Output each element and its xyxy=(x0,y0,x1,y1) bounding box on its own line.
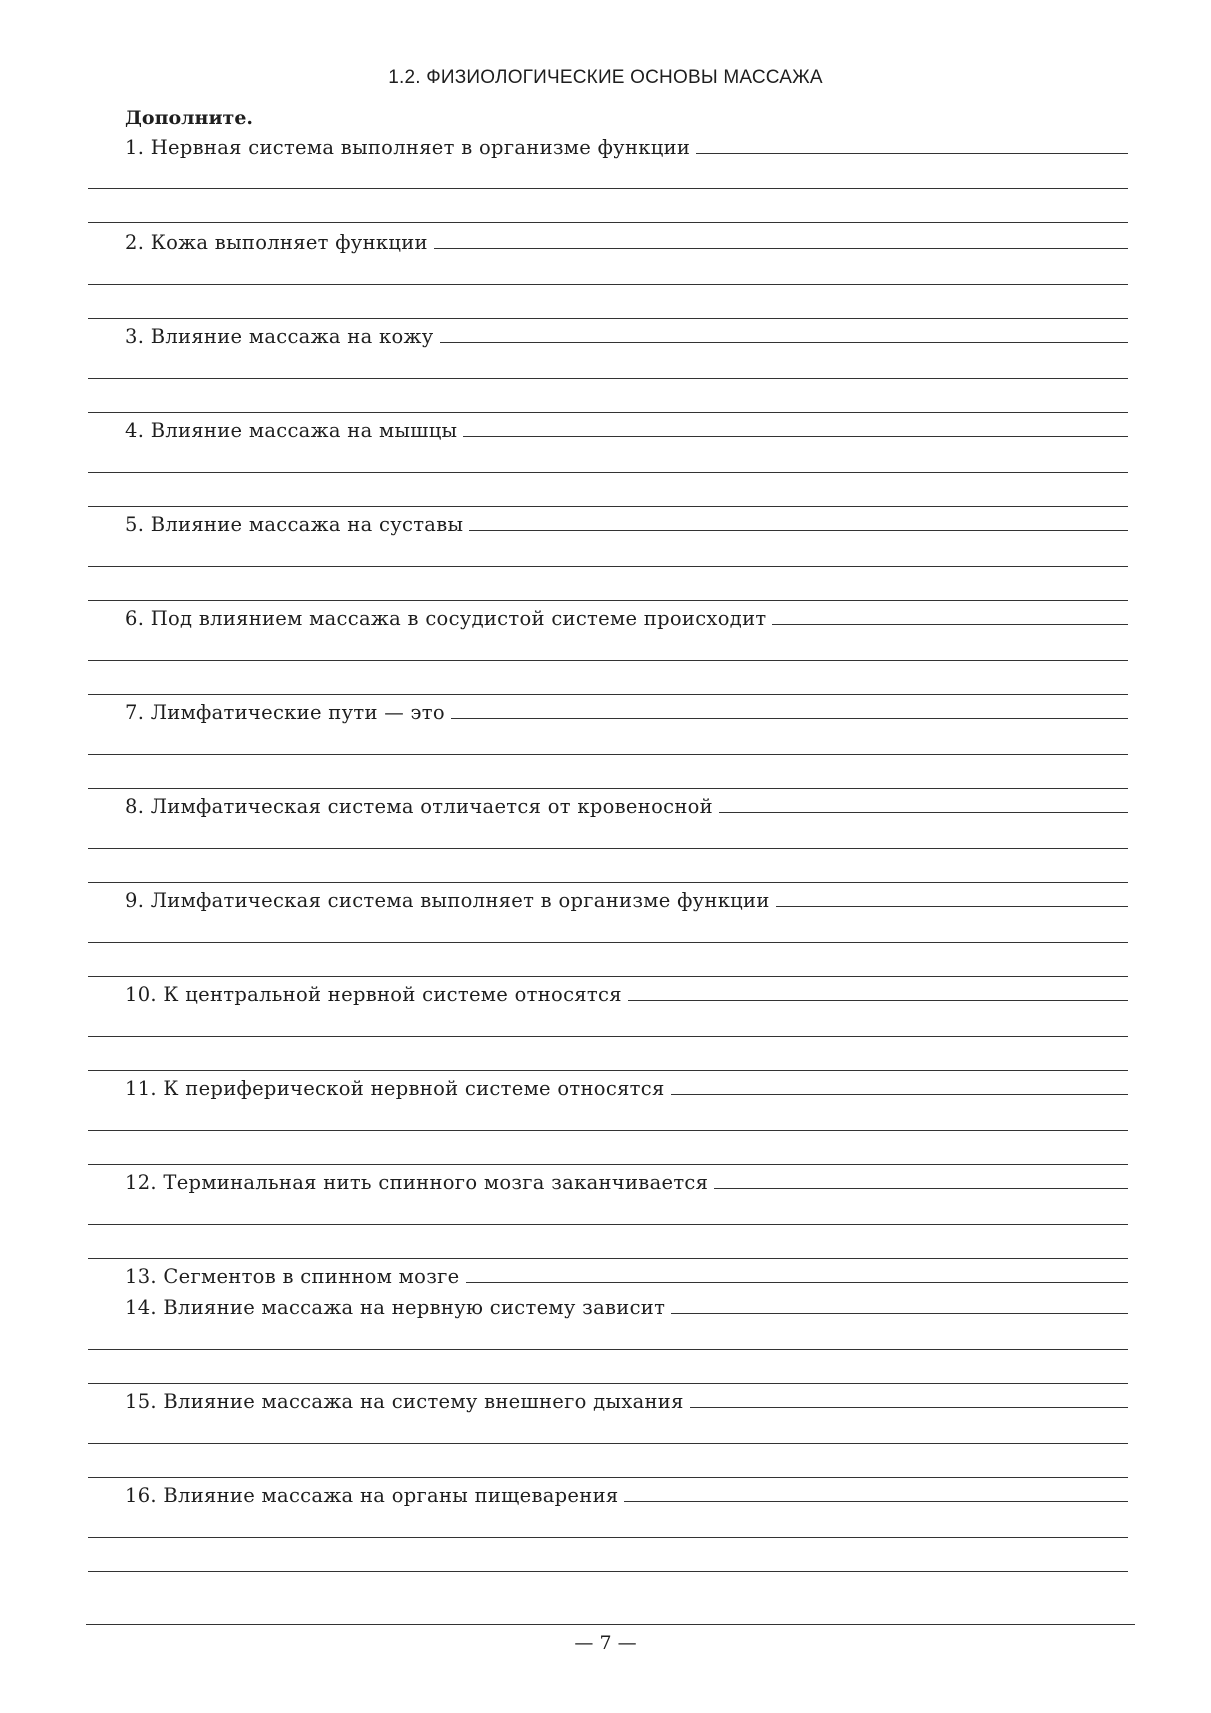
question-15 xyxy=(125,1387,1128,1415)
answer-line[interactable] xyxy=(463,416,1128,437)
question-4 xyxy=(125,416,1128,444)
answer-line[interactable] xyxy=(88,506,1128,507)
answer-line[interactable] xyxy=(88,976,1128,977)
answer-line[interactable] xyxy=(88,378,1128,379)
answer-line[interactable] xyxy=(88,318,1128,319)
answer-line[interactable] xyxy=(88,1571,1128,1572)
question-label: 8. Лимфатическая система отличается от кровеносной xyxy=(125,795,713,818)
question-3 xyxy=(125,322,1128,350)
answer-line[interactable] xyxy=(624,1481,1128,1502)
page-number: — 7 — xyxy=(574,1632,637,1654)
question-label: 11. К периферической нервной системе относятся xyxy=(125,1077,665,1100)
answer-line[interactable] xyxy=(88,284,1128,285)
answer-line[interactable] xyxy=(772,604,1128,625)
question-label: 6. Под влиянием массажа в сосудистой системе происходит xyxy=(125,607,767,630)
question-6 xyxy=(125,604,1128,632)
question-label: 4. Влияние массажа на мышцы xyxy=(125,419,458,442)
question-label: 10. К центральной нервной системе относятся xyxy=(125,983,622,1006)
answer-line[interactable] xyxy=(88,1443,1128,1444)
instruction: Дополните. xyxy=(125,107,254,129)
answer-line[interactable] xyxy=(671,1293,1128,1314)
question-2 xyxy=(125,228,1128,256)
question-7 xyxy=(125,698,1128,726)
answer-line[interactable] xyxy=(696,133,1128,154)
answer-line[interactable] xyxy=(88,1036,1128,1037)
question-label: 3. Влияние массажа на кожу xyxy=(125,325,434,348)
answer-line[interactable] xyxy=(88,472,1128,473)
answer-line[interactable] xyxy=(88,1130,1128,1131)
answer-line[interactable] xyxy=(88,754,1128,755)
answer-line[interactable] xyxy=(88,188,1128,189)
answer-line[interactable] xyxy=(88,1070,1128,1071)
answer-line[interactable] xyxy=(88,1224,1128,1225)
answer-line[interactable] xyxy=(88,694,1128,695)
question-14 xyxy=(125,1293,1128,1321)
question-label: 13. Сегментов в спинном мозге xyxy=(125,1265,460,1288)
answer-line[interactable] xyxy=(88,412,1128,413)
answer-line[interactable] xyxy=(88,222,1128,223)
question-11 xyxy=(125,1074,1128,1102)
answer-line[interactable] xyxy=(88,882,1128,883)
answer-line[interactable] xyxy=(88,1537,1128,1538)
answer-line[interactable] xyxy=(88,1164,1128,1165)
answer-line[interactable] xyxy=(434,228,1128,249)
question-8 xyxy=(125,792,1128,820)
answer-line[interactable] xyxy=(451,698,1128,719)
question-9 xyxy=(125,886,1128,914)
answer-line[interactable] xyxy=(440,322,1128,343)
question-12 xyxy=(125,1168,1128,1196)
question-label: 7. Лимфатические пути — это xyxy=(125,701,445,724)
answer-line[interactable] xyxy=(88,1383,1128,1384)
question-10 xyxy=(125,980,1128,1008)
answer-line[interactable] xyxy=(671,1074,1128,1095)
question-label: 1. Нервная система выполняет в организме функции xyxy=(125,136,691,159)
question-label: 16. Влияние массажа на органы пищеварения xyxy=(125,1484,619,1507)
footer-divider xyxy=(86,1624,1135,1625)
question-1 xyxy=(125,133,1128,161)
question-label: 12. Терминальная нить спинного мозга заканчивается xyxy=(125,1171,709,1194)
question-label: 5. Влияние массажа на суставы xyxy=(125,513,464,536)
answer-line[interactable] xyxy=(88,848,1128,849)
answer-line[interactable] xyxy=(88,600,1128,601)
question-label: 15. Влияние массажа на систему внешнего дыхания xyxy=(125,1390,684,1413)
answer-line[interactable] xyxy=(690,1387,1128,1408)
answer-line[interactable] xyxy=(469,510,1128,531)
answer-line[interactable] xyxy=(88,566,1128,567)
answer-line[interactable] xyxy=(88,788,1128,789)
answer-line[interactable] xyxy=(88,942,1128,943)
answer-line[interactable] xyxy=(776,886,1128,907)
question-label: 9. Лимфатическая система выполняет в организме функции xyxy=(125,889,770,912)
answer-line[interactable] xyxy=(466,1262,1129,1283)
question-label: 14. Влияние массажа на нервную систему зависит xyxy=(125,1296,666,1319)
section-title: 1.2. ФИЗИОЛОГИЧЕСКИЕ ОСНОВЫ МАССАЖА xyxy=(388,67,823,88)
answer-line[interactable] xyxy=(714,1168,1128,1189)
answer-line[interactable] xyxy=(88,1477,1128,1478)
question-5 xyxy=(125,510,1128,538)
answer-line[interactable] xyxy=(88,1258,1128,1259)
answer-line[interactable] xyxy=(88,1349,1128,1350)
question-label: 2. Кожа выполняет функции xyxy=(125,231,428,254)
question-13 xyxy=(125,1262,1128,1290)
answer-line[interactable] xyxy=(88,660,1128,661)
question-16 xyxy=(125,1481,1128,1509)
answer-line[interactable] xyxy=(628,980,1128,1001)
answer-line[interactable] xyxy=(719,792,1128,813)
